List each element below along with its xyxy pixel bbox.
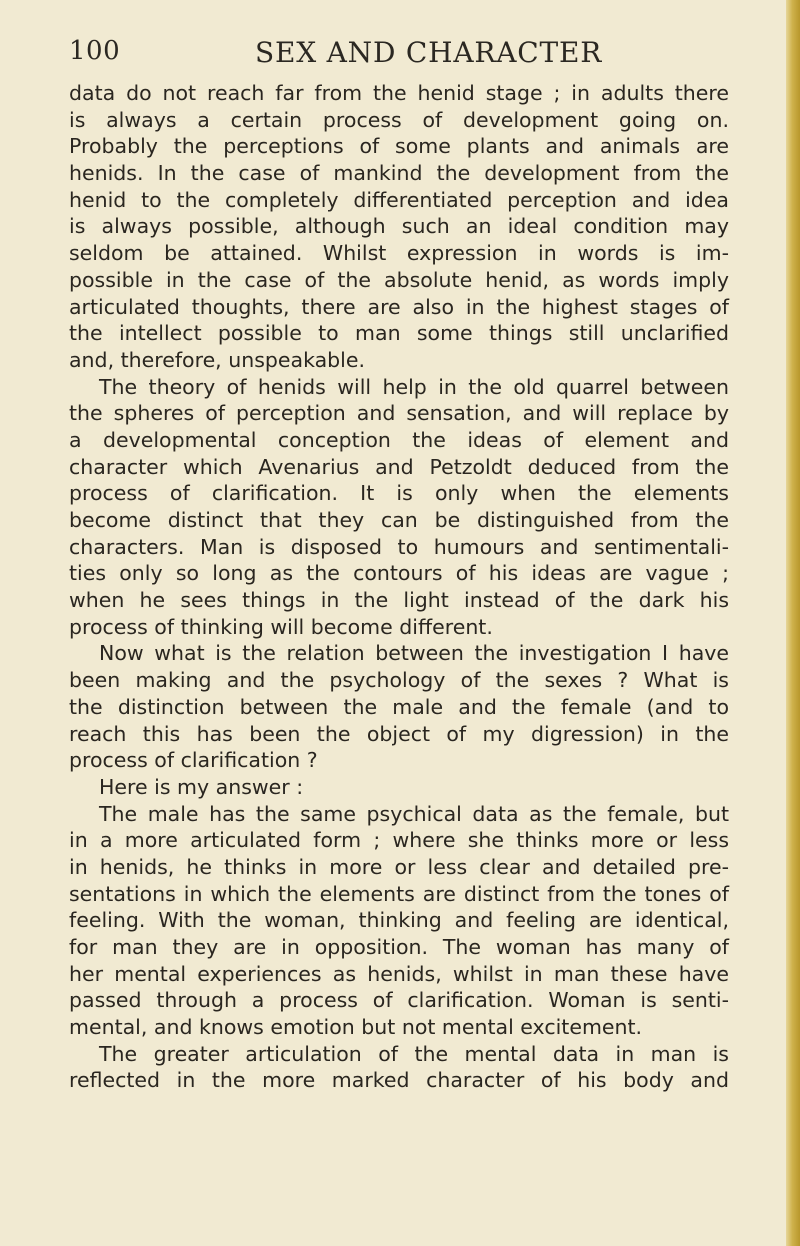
text-line: been making and the psychology of the sexes ? What is <box>69 668 729 693</box>
running-head: SEX AND CHARACTER <box>255 36 603 69</box>
text-line: is always possible, although such an ideal condition may <box>69 214 729 239</box>
text-line: the distinction between the male and the female (and to <box>69 694 729 719</box>
text-line: become distinct that they can be distinguished from the <box>69 508 729 532</box>
page-edge <box>786 0 800 1246</box>
text-line: in henids, he thinks in more or less clear and detailed pre- <box>69 854 729 879</box>
text-line: henid to the completely differentiated perception and idea <box>69 187 729 212</box>
text-line: for man they are in opposition. The woman has many of <box>69 935 729 959</box>
text-line: and, therefore, unspeakable. <box>69 347 365 372</box>
text-line: in a more articulated form ; where she thinks more or less <box>69 828 729 853</box>
text-line: process of clarification ? <box>69 748 318 773</box>
text-line: process of clarification. It is only when the elements <box>69 481 729 506</box>
text-line: Here is my answer : <box>99 774 304 799</box>
text-line: The greater articulation of the mental data in man is <box>99 1041 729 1066</box>
page-number: 100 <box>69 36 121 66</box>
text-line: Probably the perceptions of some plants and animals are <box>69 134 729 159</box>
text-line: character which Avenarius and Petzoldt deduced from the <box>69 454 729 479</box>
text-line: feeling. With the woman, thinking and feeling are identical, <box>69 908 729 933</box>
text-line: The male has the same psychical data as the female, but <box>99 801 729 826</box>
text-line: the spheres of perception and sensation, and will replace by <box>69 401 729 426</box>
text-line: sentations in which the elements are distinct from the tones of <box>69 881 729 906</box>
text-line: possible in the case of the absolute henid, as words imply <box>69 267 729 292</box>
text-line: when he sees things in the light instead of the dark his <box>69 588 729 613</box>
text-line: data do not reach far from the henid stage ; in adults there <box>69 81 729 105</box>
page-header <box>69 36 629 70</box>
text-line: seldom be attained. Whilst expression in words is im- <box>69 241 729 266</box>
text-line: a developmental conception the ideas of element and <box>69 427 729 452</box>
body-text <box>69 80 729 1094</box>
text-line: is always a certain process of development going on. <box>69 107 729 132</box>
text-line: The theory of henids will help in the old quarrel between <box>99 374 729 399</box>
text-line: her mental experiences as henids, whilst in man these have <box>69 961 729 986</box>
text-line: henids. In the case of mankind the development from the <box>69 161 729 186</box>
text-line: articulated thoughts, there are also in the highest stages of <box>69 294 729 319</box>
text-line: the intellect possible to man some things still unclarified <box>69 321 729 346</box>
text-line: mental, and knows emotion but not mental excitement. <box>69 1015 643 1040</box>
text-line: Now what is the relation between the investigation I have <box>99 641 729 666</box>
text-line: passed through a process of clarification. Woman is senti- <box>69 988 729 1013</box>
text-line: characters. Man is disposed to humours and sentimentali- <box>69 534 729 559</box>
text-line: reach this has been the object of my digression) in the <box>69 721 729 746</box>
text-line: process of thinking will become different. <box>69 614 493 639</box>
text-line: ties only so long as the contours of his ideas are vague ; <box>69 561 729 586</box>
text-line: reflected in the more marked character of his body and <box>69 1068 729 1093</box>
